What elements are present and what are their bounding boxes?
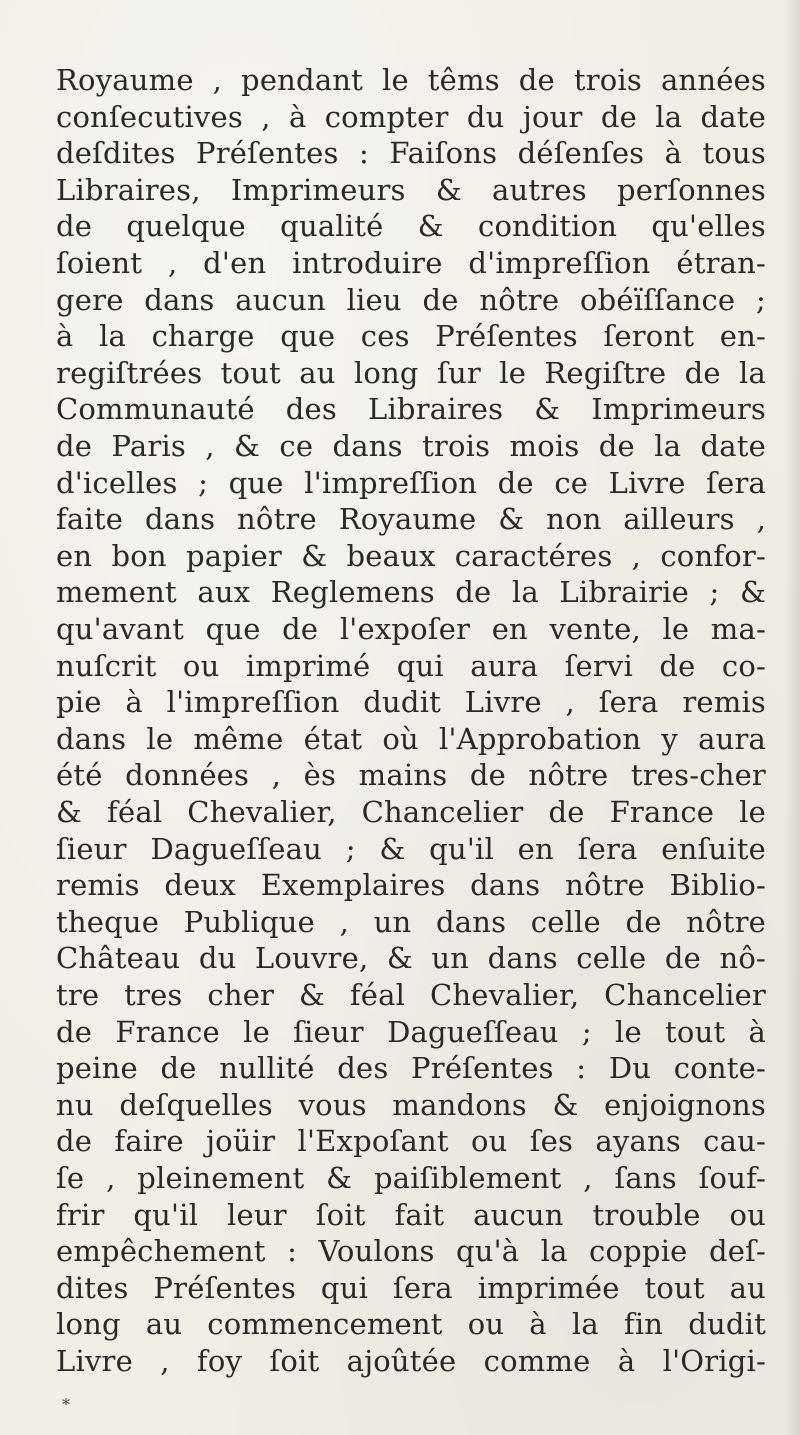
text-line: Livre , foy ſoit ajoûtée comme à l'Origi-	[56, 1344, 766, 1378]
text-line: ſieur Dagueſſeau ; & qu'il en ſera enſuite	[56, 831, 766, 866]
text-line: ſe , pleinement & paiſiblement , ſans ſouf-	[56, 1161, 766, 1195]
text-line: conſecutives , à compter du jour de la date	[56, 99, 766, 134]
text-line: long au commencement ou à la fin dudit	[56, 1307, 766, 1342]
text-line: empêchement : Voulons qu'à la coppie deſ-	[56, 1234, 766, 1269]
text-line: dans le même état où l'Approbation y aura	[56, 721, 766, 756]
text-line: nuſcrit ou imprimé qui aura ſervi de co-	[56, 648, 766, 683]
text-line: faite dans nôtre Royaume & non ailleurs ,	[56, 502, 766, 537]
signature-mark: *	[62, 1395, 70, 1414]
text-line: mement aux Reglemens de la Librairie ; &	[56, 575, 766, 610]
text-line: & féal Chevalier, Chancelier de France le	[56, 795, 766, 829]
text-line: nu deſquelles vous mandons & enjoignons	[56, 1087, 766, 1122]
text-line: de France le ſieur Dagueſſeau ; le tout à	[56, 1014, 766, 1049]
text-line: tre tres cher & féal Chevalier, Chancelier	[56, 978, 766, 1012]
text-line: d'icelles ; que l'impreſſion de ce Livre ſera	[56, 465, 766, 500]
text-line: gere dans aucun lieu de nôtre obéïſſance ;	[56, 282, 766, 317]
text-line: deſdites Préſentes : Faiſons déſenſes à tous	[56, 136, 766, 171]
text-line: dites Préſentes qui ſera imprimée tout au	[56, 1270, 766, 1305]
text-line: Libraires, Imprimeurs & autres perſonnes	[56, 172, 766, 207]
text-line: Royaume , pendant le têms de trois années	[56, 63, 766, 97]
text-line: de Paris , & ce dans trois mois de la date	[56, 429, 766, 463]
text-line: peine de nullité des Préſentes : Du conte-	[56, 1051, 766, 1086]
text-line: de quelque qualité & condition qu'elles	[56, 209, 766, 244]
text-line: Château du Louvre, & un dans celle de nô-	[56, 941, 766, 976]
text-line: ſoient , d'en introduire d'impreſſion étran-	[56, 246, 766, 280]
text-line: remis deux Exemplaires dans nôtre Biblio-	[56, 868, 766, 903]
text-line: de faire joüir l'Expoſant ou ſes ayans cau-	[56, 1124, 766, 1159]
text-line: été données , ès mains de nôtre tres-cher	[56, 758, 766, 793]
text-line: pie à l'impreſſion dudit Livre , ſera remis	[56, 685, 766, 720]
text-line: theque Publique , un dans celle de nôtre	[56, 904, 766, 939]
text-line: frir qu'il leur ſoit fait aucun trouble ou	[56, 1197, 766, 1232]
text-line: Communauté des Libraires & Imprimeurs	[56, 392, 766, 427]
text-line: en bon papier & beaux caractéres , confor-	[56, 538, 766, 573]
text-line: qu'avant que de l'expoſer en vente, le ma-	[56, 612, 766, 646]
text-line: regiſtrées tout au long ſur le Regiſtre de la	[56, 355, 766, 390]
text-line: à la charge que ces Préſentes ſeront en-	[56, 319, 766, 354]
